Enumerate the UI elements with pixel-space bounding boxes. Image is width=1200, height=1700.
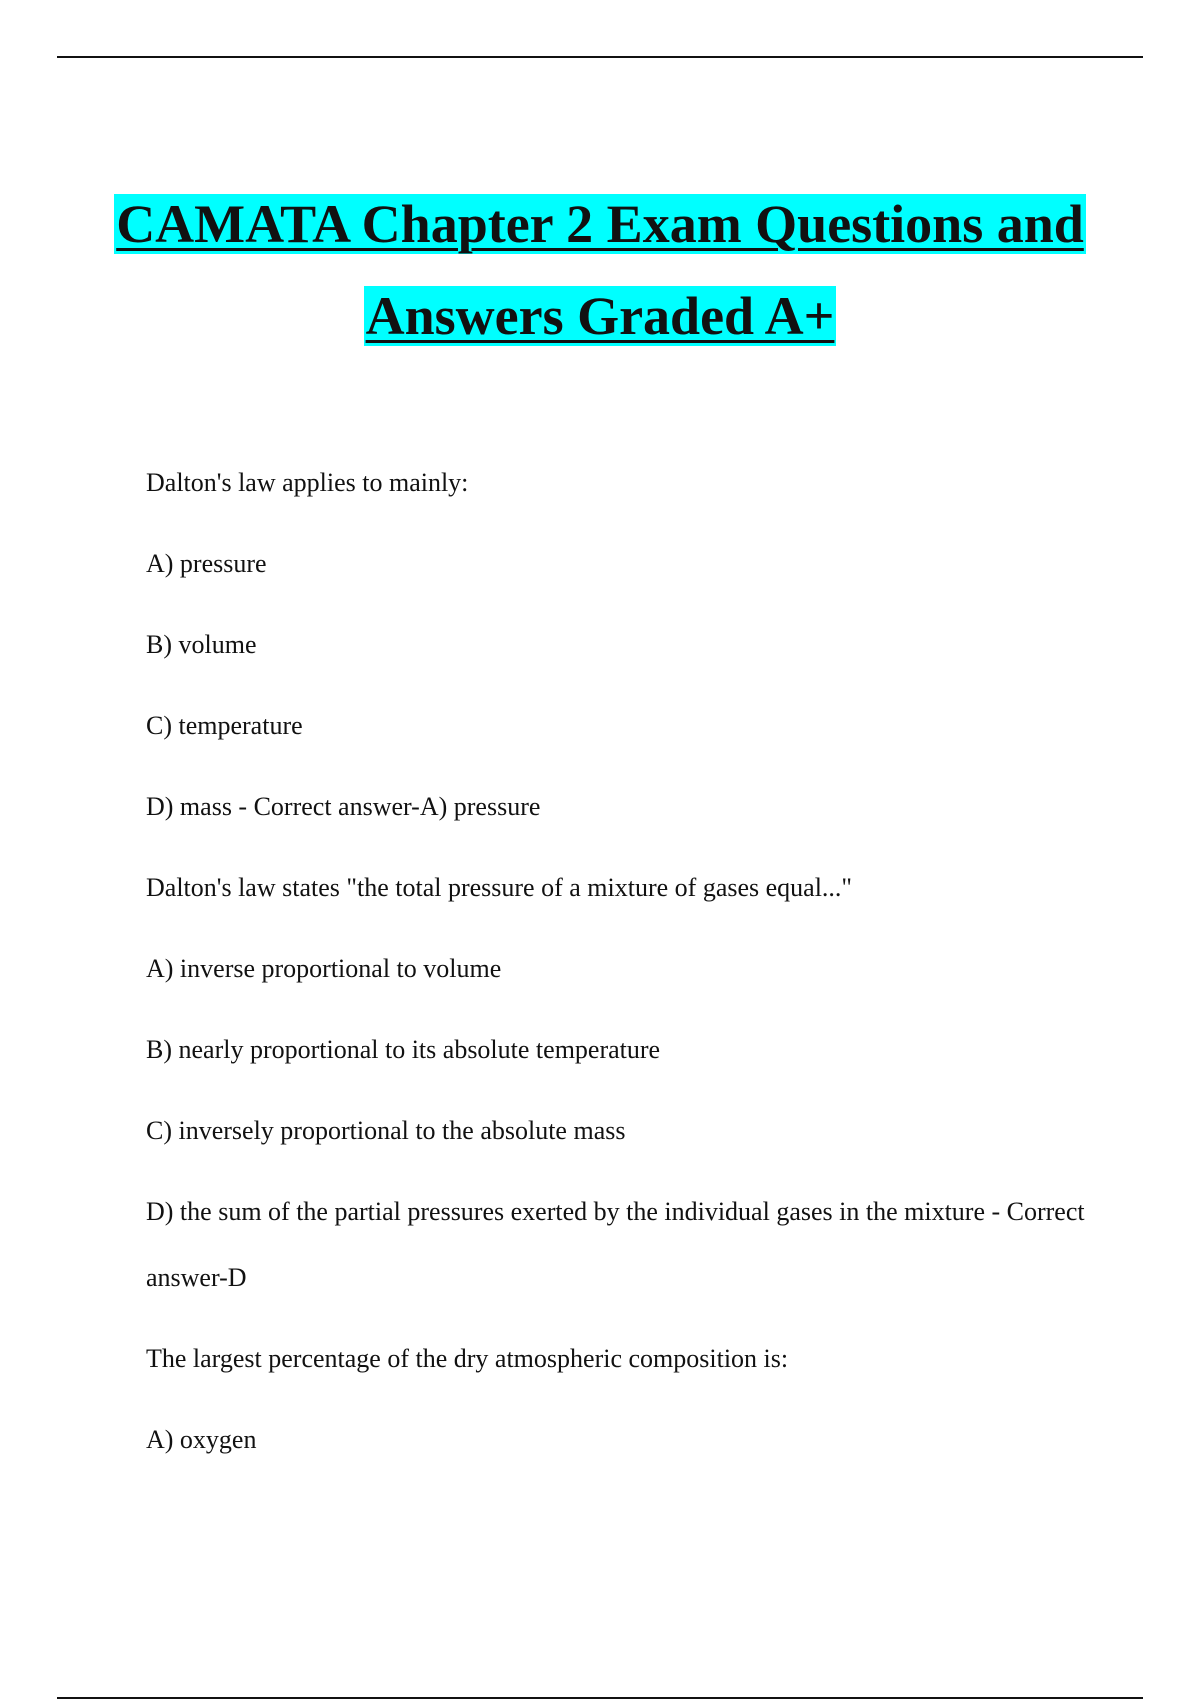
question-1-option-b: B) volume [146, 630, 257, 659]
question-1-option-c: C) temperature [146, 711, 303, 740]
question-2-option-a: A) inverse proportional to volume [146, 954, 502, 983]
header-rule [57, 56, 1143, 58]
question-2-option-d-answer: D) the sum of the partial pressures exerted by the individual gases in the mixture - Correct answer-D [146, 1197, 1092, 1292]
question-1-option-d-answer: D) mass - Correct answer-A) pressure [146, 792, 541, 821]
question-2-text: Dalton's law states "the total pressure of a mixture of gases equal..." [146, 873, 853, 902]
question-1-text: Dalton's law applies to mainly: [146, 468, 469, 497]
document-body [146, 450, 1106, 1488]
title-line-2: Answers Graded A+ [365, 286, 835, 346]
question-3-text: The largest percentage of the dry atmospheric composition is: [146, 1344, 789, 1373]
footer-rule [57, 1697, 1143, 1699]
question-3-option-a: A) oxygen [146, 1425, 257, 1454]
title-line-1: CAMATA Chapter 2 Exam Questions and [116, 194, 1084, 254]
question-1-option-a: A) pressure [146, 549, 267, 578]
question-2-option-b: B) nearly proportional to its absolute temperature [146, 1035, 661, 1064]
document-title [57, 178, 1143, 362]
question-2-option-c: C) inversely proportional to the absolute mass [146, 1116, 626, 1145]
